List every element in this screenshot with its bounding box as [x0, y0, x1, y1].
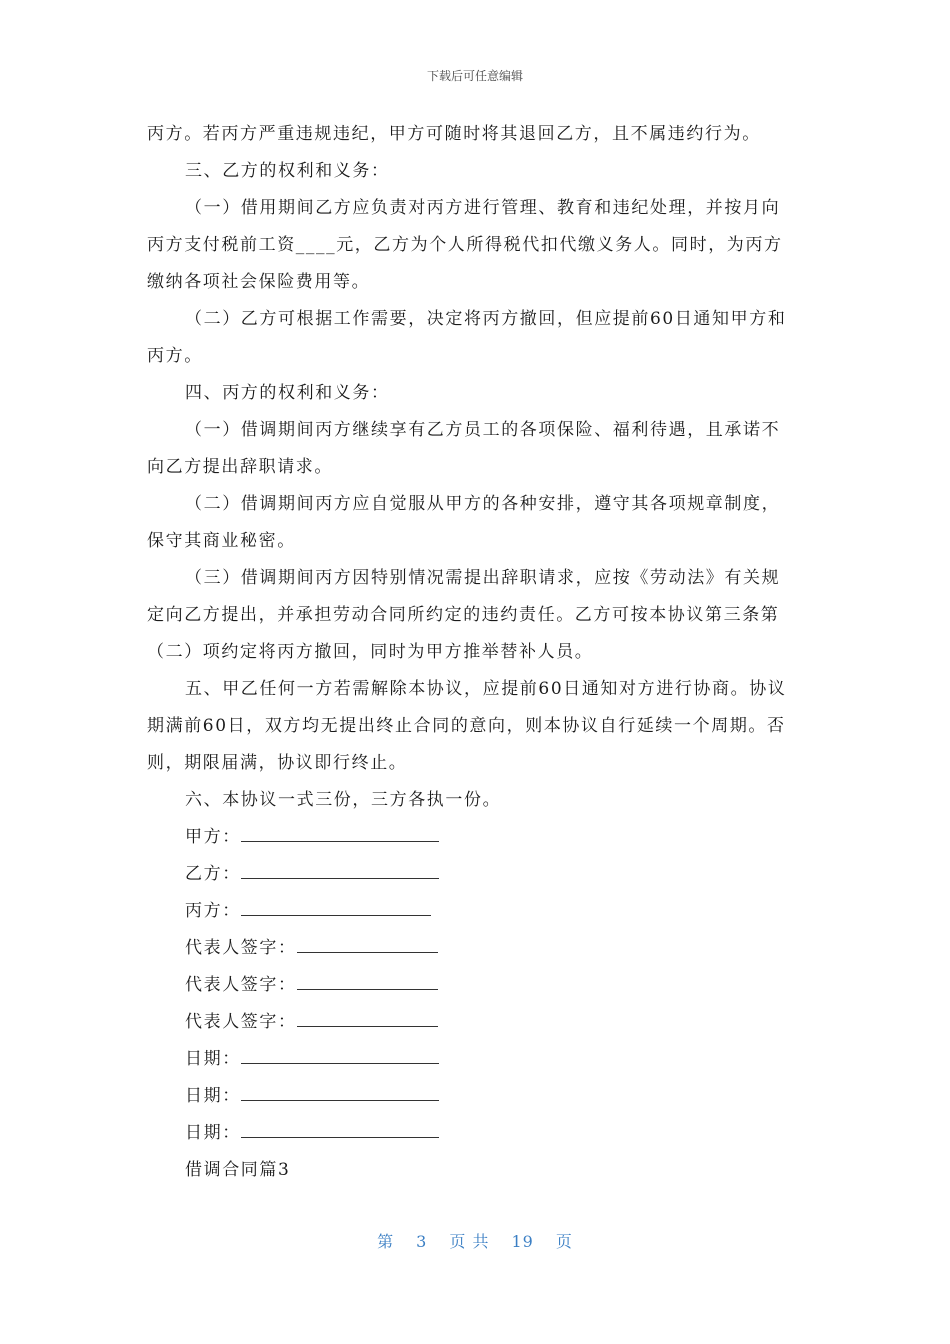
paragraph-line: 向乙方提出辞职请求。	[147, 457, 333, 477]
paragraph-line: 丙方。若丙方严重违规违纪，甲方可随时将其退回乙方，且不属违约行为。	[147, 124, 761, 144]
paragraph-line: （一）借调期间丙方继续享有乙方员工的各项保险、福利待遇，且承诺不	[185, 420, 781, 440]
paragraph-line: 保守其商业秘密。	[147, 531, 296, 551]
signature-label: 甲方：	[185, 827, 241, 847]
signature-blank[interactable]	[241, 864, 439, 879]
paragraph-line: 缴纳各项社会保险费用等。	[147, 272, 371, 292]
next-section-title: 借调合同篇3	[185, 1160, 291, 1180]
paragraph-line: （二）乙方可根据工作需要，决定将丙方撤回，但应提前60日通知甲方和	[185, 309, 787, 329]
date-blank[interactable]	[241, 1086, 439, 1101]
signature-label: 乙方：	[185, 864, 241, 884]
date-label: 日期：	[185, 1049, 241, 1069]
page-header: 下载后可任意编辑	[426, 69, 523, 83]
date-blank[interactable]	[241, 1049, 439, 1064]
paragraph-line: 丙方支付税前工资____元，乙方为个人所得税代扣代缴义务人。同时，为丙方	[147, 235, 783, 255]
signature-label: 丙方：	[185, 901, 241, 921]
date-line	[147, 1115, 807, 1152]
paragraph-line: 期满前60日，双方均无提出终止合同的意向，则本协议自行延续一个周期。否	[147, 716, 786, 736]
date-label: 日期：	[185, 1086, 241, 1106]
date-blank[interactable]	[241, 1123, 439, 1138]
paragraph-line: 定向乙方提出，并承担劳动合同所约定的违约责任。乙方可按本协议第三条第	[147, 605, 780, 625]
paragraph-line: （二）借调期间丙方应自觉服从甲方的各种安排，遵守其各项规章制度，	[185, 494, 781, 514]
page-footer	[0, 1229, 950, 1252]
section-heading: 三、乙方的权利和义务：	[185, 161, 390, 181]
signature-label: 代表人签字：	[185, 975, 297, 995]
signature-line-party-a	[147, 819, 807, 856]
signature-label: 代表人签字：	[185, 1012, 297, 1032]
paragraph-line: （一）借用期间乙方应负责对丙方进行管理、教育和违纪处理，并按月向	[185, 198, 781, 218]
signature-blank[interactable]	[241, 827, 439, 842]
document-body	[147, 116, 807, 1189]
footer-suffix: 页	[555, 1232, 573, 1251]
representative-signature-line	[147, 930, 807, 967]
date-line	[147, 1078, 807, 1115]
representative-signature-line	[147, 967, 807, 1004]
current-page-number: 3	[416, 1232, 428, 1251]
signature-blank[interactable]	[297, 975, 438, 990]
footer-middle: 页 共	[449, 1232, 490, 1251]
signature-label: 代表人签字：	[185, 938, 297, 958]
date-label: 日期：	[185, 1123, 241, 1143]
footer-prefix: 第	[377, 1232, 395, 1251]
paragraph-line: 六、本协议一式三份，三方各执一份。	[185, 790, 502, 810]
signature-line-party-b	[147, 856, 807, 893]
date-line	[147, 1041, 807, 1078]
representative-signature-line	[147, 1004, 807, 1041]
section-heading: 四、丙方的权利和义务：	[185, 383, 390, 403]
paragraph-line: （二）项约定将丙方撤回，同时为甲方推举替补人员。	[147, 642, 594, 662]
paragraph-line: 丙方。	[147, 346, 203, 366]
total-page-count: 19	[511, 1232, 534, 1251]
paragraph-line: 则，期限届满，协议即行终止。	[147, 753, 408, 773]
signature-line-party-c	[147, 893, 807, 930]
signature-blank[interactable]	[297, 938, 438, 953]
paragraph-line: 五、甲乙任何一方若需解除本协议，应提前60日通知对方进行协商。协议	[185, 679, 787, 699]
signature-blank[interactable]	[297, 1012, 438, 1027]
paragraph-line: （三）借调期间丙方因特别情况需提出辞职请求，应按《劳动法》有关规	[185, 568, 781, 588]
signature-blank[interactable]	[241, 901, 431, 916]
